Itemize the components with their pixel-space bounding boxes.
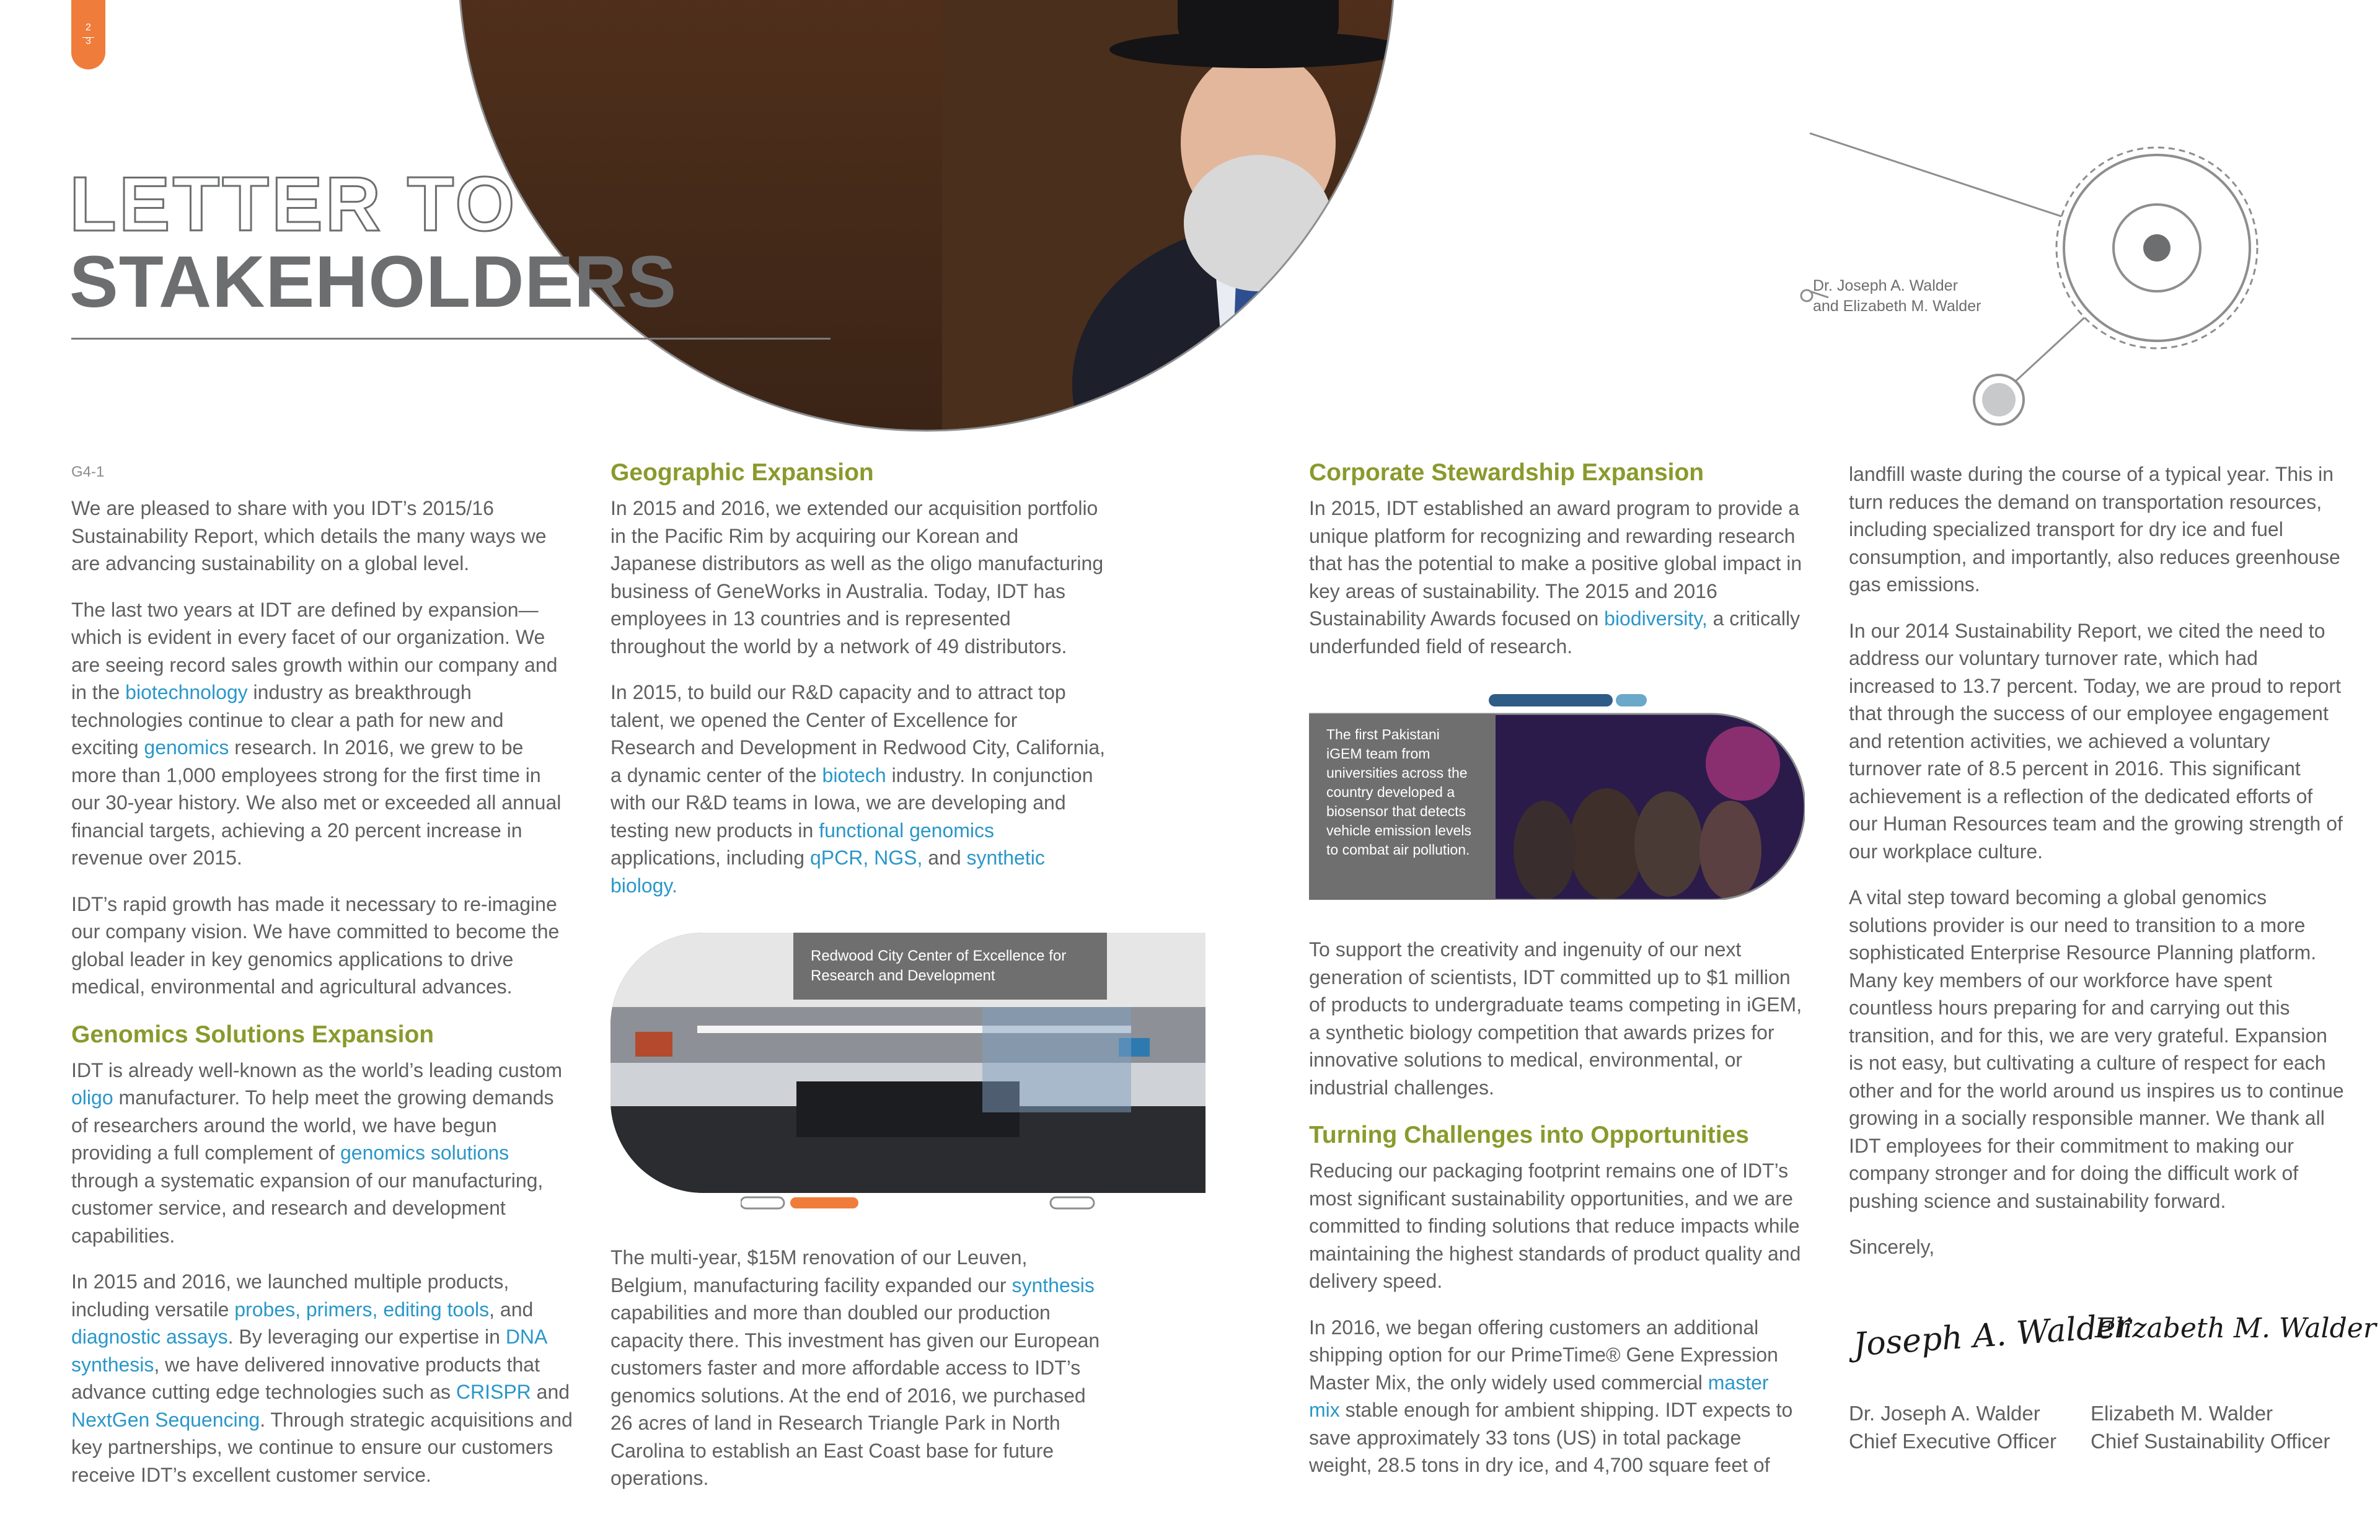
paragraph: In our 2014 Sustainability Report, we cited the need to address our voluntary turnover rate, which had increased to 13.7 percent. Today, we are proud to report that through the success of our employee engagement and retention activities, we achieved a voluntary turnover rate of 8.5 percent in 2016. This significant achievement is a reflection of the dedicated efforts of our Human Resources team and the growing strength of our workplace culture.: [1849, 619, 2343, 863]
title-rule: [71, 338, 831, 340]
link-dna-synthesis[interactable]: DNA synthesis: [71, 1326, 547, 1376]
heading-geographic-expansion: Geographic Expansion: [610, 459, 874, 486]
link-biotechnology[interactable]: biotechnology: [125, 681, 248, 703]
link-diagnostic-assays[interactable]: diagnostic assays: [71, 1326, 228, 1348]
paragraph: In 2015 and 2016, we extended our acquisition portfolio in the Pacific Rim by acquiring our Korean and Japanese distributors as well as the oligo manufacturing business of GeneWorks in Australia. Today, IDT has employees in 13 countries and is represented throughout the world by a network of 49 distributors.: [610, 497, 1104, 658]
signer-1-name: Dr. Joseph A. Walder: [1849, 1402, 2040, 1425]
paragraph: In 2015, IDT established an award program to provide a unique platform for recognizing and rewarding research that has the potential to make a positive global impact in key areas of sustainability. The 2015 and 2016 Sustainability Awards focused on biodiversity, a critically underfunded field of research.: [1309, 497, 1802, 658]
paragraph: To support the creativity and ingenuity of our next generation of scientists, IDT committed up to $1 million of products to undergraduate teams competing in iGEM, a synthetic biology competition that awards prizes for innovative solutions to medical, environmental, or industrial challenges.: [1309, 938, 1802, 1099]
link-functional-genomics[interactable]: functional genomics: [819, 819, 995, 842]
link-master-mix[interactable]: master mix: [1309, 1371, 1769, 1421]
signer-2: [2091, 1399, 2330, 1455]
link-crispr[interactable]: CRISPR: [456, 1381, 531, 1403]
gri-code: G4-1: [71, 464, 105, 480]
link-synthetic-biology[interactable]: synthetic biology.: [610, 847, 1045, 897]
paragraph: We are pleased to share with you IDT’s 2015/16 Sustainability Report, which details the many ways we are advancing sustainability on a global level.: [71, 497, 547, 574]
signer-2-name: Elizabeth M. Walder: [2091, 1402, 2273, 1425]
paragraph: In 2015 and 2016, we launched multiple products, including versatile probes, primers, editing tools, and diagnostic assays. By leveraging our expertise in DNA synthesis, we have delivered innovative products that advance cutting edge technologies such as CRISPR and NextGen Sequencing. Through strategic acquisitions and key partnerships, we continue to ensure our customers receive IDT’s excellent customer service.: [71, 1270, 573, 1486]
link-genomics[interactable]: genomics: [144, 736, 229, 759]
portrait-photo: [434, 0, 1748, 446]
column-3: [1309, 457, 1805, 679]
lab-photo-slider: [741, 1196, 1100, 1211]
paragraph: The last two years at IDT are defined by expansion—which is evident in every facet of our organization. We are seeing record sales growth within our company and in the biotechnology industry as breakthrough technologies continue to clear a path for new and exciting genomics research. In 2016, we grew to be more than 1,000 employees strong for the first time in our 30-year history. We also met or exceeded all annual financial targets, achieving a 20 percent increase in revenue over 2015.: [71, 598, 562, 869]
paragraph: The multi-year, $15M renovation of our Leuven, Belgium, manufacturing facility expanded our synthesis capabilities and more than doubled our production capacity there. This investment has given our European customers faster and more affordable access to IDT’s genomics solutions. At the end of 2016, we purchased 26 acres of land in Research Triangle Park in North Carolina to establish an East Coast base for future operations.: [610, 1246, 1100, 1489]
column-3-lower: [1309, 936, 1805, 1498]
link-editing-tools[interactable]: editing tools: [383, 1298, 490, 1321]
column-2-lower: [610, 1244, 1106, 1511]
signature-joseph: Joseph A. Walder: [1852, 1307, 2133, 1364]
paragraph: IDT is already well-known as the world’s leading custom oligo manufacturer. To help meet the growing demands of researchers around the world, we have begun providing a full complement of genomics solutions through a systematic expansion of our manufacturing, customer service, and research and development capabilities.: [71, 1058, 563, 1247]
paragraph: Reducing our packaging footprint remains one of IDT’s most significant sustainability opportunities, and we are committed to finding solutions that reduce impacts while maintaining the highest standards of product quality and delivery speed.: [1309, 1159, 1801, 1292]
link-oligo[interactable]: oligo: [71, 1086, 113, 1109]
paragraph: IDT’s rapid growth has made it necessary to re-imagine our company vision. We have committed to become the global leader in key genomics applications to drive medical, environmental and agricultural advances.: [71, 892, 560, 998]
signer-1: [1849, 1399, 2056, 1455]
link-primers[interactable]: primers: [306, 1298, 372, 1321]
paragraph: In 2016, we began offering customers an additional shipping option for our PrimeTime® Gene Expression Master Mix, the only widely used commercial master mix stable enough for ambient shipping. IDT expects to save approximately 33 tons (US) in total package weight, 28.5 tons in dry ice, and 4,700 square feet of: [1309, 1316, 1793, 1476]
title-line2: STAKEHOLDERS: [69, 241, 677, 323]
paragraph: landfill waste during the course of a typical year. This in turn reduces the demand on transportation resources, including specialized transport for dry ice and fuel consumption, and importantly, also reduces greenhouse gas emissions.: [1849, 463, 2340, 596]
signature-elizabeth: Elizabeth M. Walder: [2095, 1313, 2376, 1344]
column-4: [1849, 460, 2345, 1280]
heading-turning-challenges: Turning Challenges into Opportunities: [1309, 1122, 1749, 1148]
link-probes[interactable]: probes: [234, 1298, 296, 1321]
page-number-left: 2: [86, 22, 91, 33]
link-qpcr-ngs[interactable]: qPCR, NGS,: [809, 847, 923, 869]
portrait-caption: Dr. Joseph A. Walder and Elizabeth M. Walder: [1813, 277, 1981, 315]
link-genomics-solutions[interactable]: genomics solutions: [340, 1142, 509, 1164]
link-synthesis[interactable]: synthesis: [1011, 1274, 1095, 1296]
closing: Sincerely,: [1849, 1236, 1935, 1258]
title-line1: LETTER TO: [69, 162, 518, 247]
signer-1-title: Chief Executive Officer: [1849, 1430, 2057, 1453]
heading-corporate-stewardship: Corporate Stewardship Expansion: [1309, 459, 1704, 486]
link-biotech[interactable]: biotech: [822, 763, 886, 786]
paragraph: In 2015, to build our R&D capacity and to attract top talent, we opened the Center of Excellence for Research and Development in Redwood City, California, a dynamic center of the biotech industry. In conjunction with our R&D teams in Iowa, we are developing and testing new products in functional genomics applications, including qPCR, NGS, and synthetic biology.: [610, 681, 1106, 897]
link-nextgen-sequencing[interactable]: NextGen Sequencing: [71, 1408, 260, 1431]
paragraph: A vital step toward becoming a global genomics solutions provider is our need to transition to a more sophisticated Enterprise Resource Planning platform. Many key members of our workforce have spent countless hours preparing for and carrying out this transition, and for this, we are very grateful. Expansion is not easy, but cultivating a culture of respect for each other and for the world around us inspires us to continue growing in a socially responsible manner. We thank all IDT employees for their commitment to making our company stronger and for doing the difficult work of pushing science and sustainability forward.: [1849, 886, 2344, 1212]
column-2: [610, 457, 1106, 918]
column-1: [71, 495, 573, 1507]
igem-photo-caption: The first Pakistani iGEM team from universities across the country developed a biosensor that detects vehicle emission levels to combat air pollution.: [1309, 714, 1496, 900]
signer-2-title: Chief Sustainability Officer: [2091, 1430, 2330, 1453]
page-number-right: 3: [86, 36, 91, 46]
heading-genomics-solutions: Genomics Solutions Expansion: [71, 1021, 434, 1048]
link-biodiversity[interactable]: biodiversity,: [1604, 607, 1708, 630]
lab-photo-caption: Redwood City Center of Excellence for Research and Development: [793, 933, 1107, 1000]
